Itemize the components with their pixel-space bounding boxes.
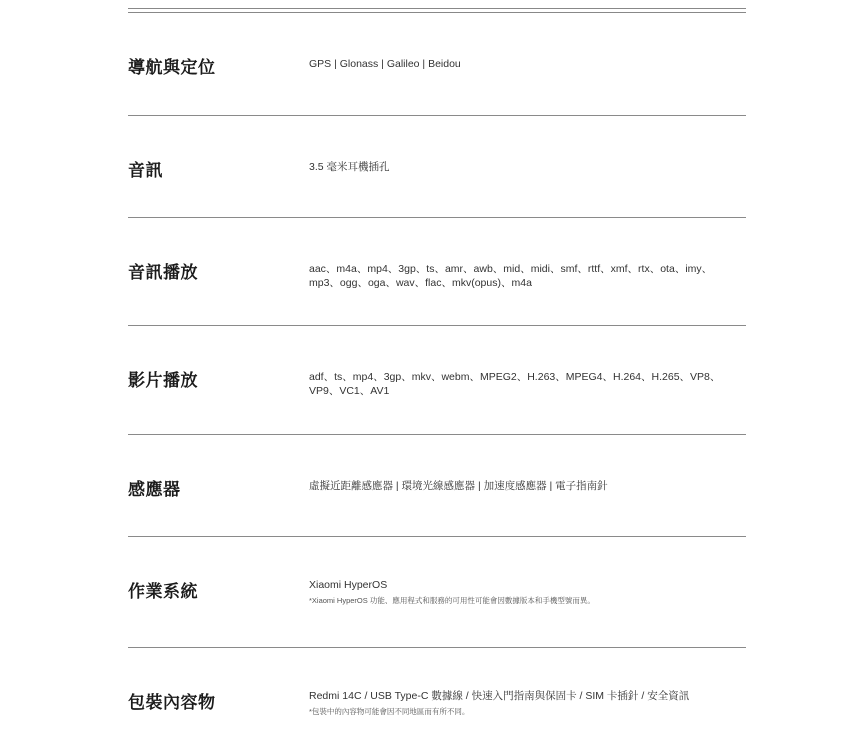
spec-table <box>128 13 746 748</box>
spec-value-os <box>309 579 729 606</box>
spec-label-video-playback: 影片播放 <box>128 371 198 390</box>
spec-value-audio-playback: aac、m4a、mp4、3gp、ts、amr、awb、mid、midi、smf、rttf、xmf、rtx、ota、imy、mp3、ogg、oga、wav、flac、mkv(opus)、m4a <box>309 263 713 289</box>
spec-label-package: 包裝內容物 <box>128 693 216 712</box>
spec-note-os: *Xiaomi HyperOS 功能、應用程式和服務的可用性可能會因數據版本和手機型號而異。 <box>309 595 595 605</box>
spec-row-audio-playback <box>128 218 746 326</box>
spec-value-navigation: GPS | Glonass | Galileo | Beidou <box>309 58 461 70</box>
spec-row-video-playback <box>128 326 746 435</box>
spec-value-video-playback: adf、ts、mp4、3gp、mkv、webm、MPEG2、H.263、MPEG4、H.264、H.265、VP8、VP9、VC1、AV1 <box>309 371 721 397</box>
spec-label-navigation: 導航與定位 <box>128 58 216 77</box>
spec-note-package: *包裝中的內容物可能會因不同地區而有所不同。 <box>309 706 470 716</box>
spec-row-os <box>128 537 746 648</box>
top-divider <box>128 8 746 9</box>
spec-row-sensors <box>128 435 746 537</box>
spec-label-audio: 音訊 <box>128 161 163 180</box>
spec-value-os-text: Xiaomi HyperOS <box>309 579 388 591</box>
spec-row-audio <box>128 116 746 218</box>
spec-value-sensors: 虛擬近距離感應器 | 環境光線感應器 | 加速度感應器 | 電子指南針 <box>309 480 608 492</box>
spec-label-audio-playback: 音訊播放 <box>128 263 198 282</box>
spec-value-package <box>309 690 729 717</box>
spec-row-navigation <box>128 13 746 116</box>
spec-label-os: 作業系統 <box>128 582 198 601</box>
spec-value-package-text: Redmi 14C / USB Type-C 數據線 / 快速入門指南與保固卡 / SIM 卡插針 / 安全資訊 <box>309 690 690 702</box>
spec-row-package <box>128 648 746 748</box>
spec-label-sensors: 感應器 <box>128 480 181 499</box>
spec-value-audio: 3.5 毫米耳機插孔 <box>309 161 390 173</box>
